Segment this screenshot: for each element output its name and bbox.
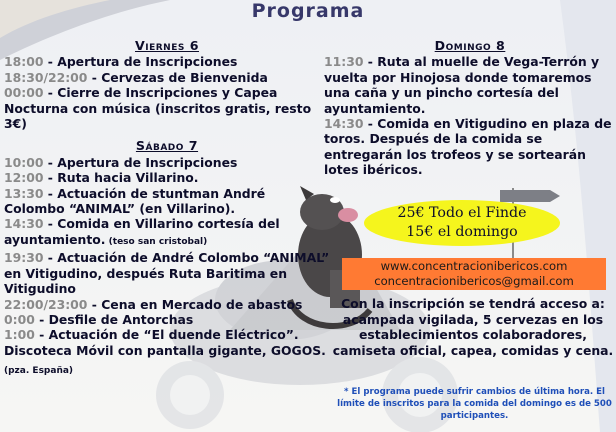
event-item: 19:30 - Actuación de André Colombo “ANIMAL” en Vitigudino, después Ruta Baritima en Vitigudino bbox=[4, 250, 330, 297]
website-link[interactable]: www.concentracionibericos.com bbox=[380, 259, 568, 273]
event-item: 12:00 - Ruta hacia Villarino. bbox=[4, 170, 199, 186]
price-weekend: 25€ Todo el Finde bbox=[397, 205, 527, 221]
event-item: 0:00 - Desfile de Antorchas bbox=[4, 311, 194, 327]
event-item: 00:00 - Cierre de Inscripciones y Capea Nocturna con música (inscritos gratis, resto 3€) bbox=[4, 85, 312, 132]
footnote: * El programa puede sufrir cambios de última hora. El límite de inscritos para la comida del domingo es de 500 participantes. bbox=[337, 387, 612, 421]
event-item: 18:30/22:00 - Cervezas de Bienvenida bbox=[4, 69, 268, 85]
event-item: 11:30 - Ruta al muelle de Vega-Terrón y vuelta por Hinojosa donde tomaremos una caña y un pincho cortesía del ayuntamiento. bbox=[324, 54, 600, 116]
event-item: 18:00 - Apertura de Inscripciones bbox=[4, 54, 238, 70]
event-item: 14:30 - Comida en Vitigudino en plaza de toros. Después de la comida se entregarán los trofeos y se sortearán lotes ibéricos. bbox=[324, 116, 612, 178]
page-title: Programa bbox=[251, 0, 365, 22]
event-item: 10:00 - Apertura de Inscripciones bbox=[4, 154, 238, 170]
event-item: 14:30 - Comida en Villarino cortesía del ayuntamiento. (teso san cristobal) bbox=[4, 216, 280, 247]
price-sunday: 15€ el domingo bbox=[406, 224, 518, 240]
registration-benefits: Con la inscripción se tendrá acceso a: acampada vigilada, 5 cervezas en los establecimientos colaboradores, camiseta oficial, capea, comidas y cena. bbox=[332, 296, 614, 358]
contact-box bbox=[342, 258, 606, 290]
day-heading-sabado: Sábado 7 bbox=[135, 138, 199, 154]
event-item: 1:00 - Actuación de “El duende Eléctrico”. Discoteca Móvil con pantalla gigante, GOGOS. (pza. España) bbox=[4, 327, 326, 377]
schedule-right-column bbox=[324, 38, 616, 178]
email-link[interactable]: concentracionibericos@gmail.com bbox=[374, 274, 574, 288]
day-heading-domingo: Domingo 8 bbox=[434, 38, 506, 53]
day-heading-viernes: Viernes 6 bbox=[135, 38, 199, 53]
price-badge bbox=[364, 200, 560, 246]
event-item: 22:00/23:00 - Cena en Mercado de abastos bbox=[4, 296, 303, 312]
schedule-left-column bbox=[4, 38, 330, 380]
event-item: 13:30 - Actuación de stuntman André Colombo “ANIMAL” (en Villarino). bbox=[4, 185, 266, 217]
